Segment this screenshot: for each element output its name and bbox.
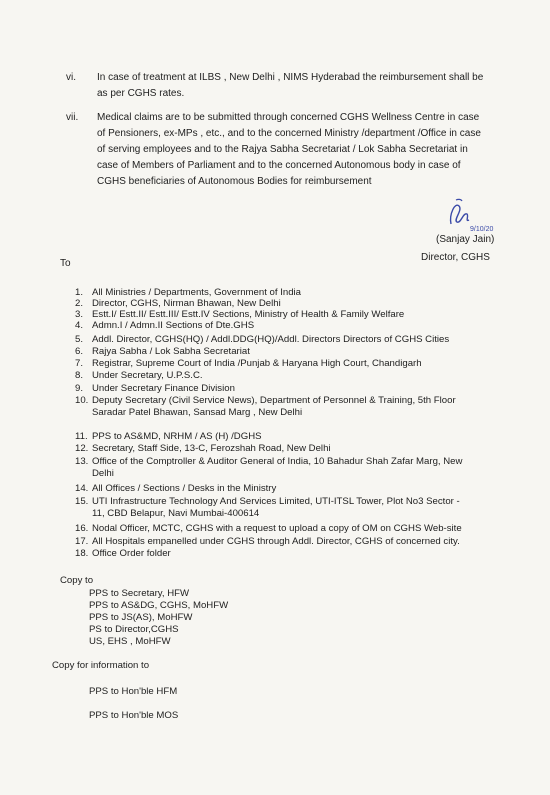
signatory-designation: Director, CGHS [421,252,490,263]
recipient-text: Director, CGHS, Nirman Bhawan, New Delhi [92,298,281,309]
recipient-text: 11, CBD Belapur, Navi Mumbai-400614 [92,508,260,519]
copy-to-item: PS to Director,CGHS [89,624,179,635]
to-label: To [60,258,71,269]
copy-to-item: PPS to JS(AS), MoHFW [89,612,193,623]
recipient-number: 2. [75,298,84,309]
point-number: vi. [66,72,76,83]
copy-info-item: PPS to Hon'ble MOS [89,710,179,721]
recipient-number: 8. [75,370,84,381]
recipient-text: Delhi [92,468,114,479]
copy-info-label: Copy for information to [52,660,150,671]
recipient-text: UTI Infrastructure Technology And Services Limited, UTI-ITSL Tower, Plot No3 Sector - [92,496,460,507]
recipient-number: 17. [75,536,89,547]
signatory-name: (Sanjay Jain) [436,234,495,245]
point-text-line: case of Members of Parliament and to the concerned Autonomous body in case of [97,160,461,171]
recipient-number: 12. [75,443,89,454]
point-text-line: Medical claims are to be submitted through concerned CGHS Wellness Centre in case [97,112,480,123]
recipient-text: Registrar, Supreme Court of India /Punjab & Haryana High Court, Chandigarh [92,358,422,369]
recipient-text: All Ministries / Departments, Government of India [92,287,302,298]
recipient-number: 14. [75,483,89,494]
point-number: vii. [66,112,79,123]
point-text-line: of serving employees and to the Rajya Sabha Secretariat / Lok Sabha Secretariat in [97,144,468,155]
recipient-number: 13. [75,456,89,467]
recipient-number: 1. [75,287,84,298]
copy-to-item: PPS to Secretary, HFW [89,588,190,599]
recipient-number: 15. [75,496,89,507]
copy-to-item: US, EHS , MoHFW [89,636,171,647]
recipient-number: 5. [75,334,84,345]
recipient-text: Addl. Director, CGHS(HQ) / Addl.DDG(HQ)/Addl. Directors Directors of CGHS Cities [92,334,450,345]
signature-scrawl [443,196,494,234]
point-text-line: as per CGHS rates. [97,88,185,99]
signature-date: 9/10/20 [470,226,494,233]
recipient-number: 4. [75,320,84,331]
recipient-text: Office Order folder [92,548,171,559]
recipient-text: Secretary, Staff Side, 13-C, Ferozshah Road, New Delhi [92,443,331,454]
recipient-number: 3. [75,309,84,320]
recipient-text: Under Secretary Finance Division [92,383,235,394]
recipient-number: 9. [75,383,84,394]
recipient-text: Saradar Patel Bhawan, Sansad Marg , New Delhi [92,407,303,418]
copy-to-item: PPS to AS&DG, CGHS, MoHFW [89,600,229,611]
recipient-number: 6. [75,346,84,357]
copy-info-item: PPS to Hon'ble HFM [89,686,178,697]
recipient-number: 16. [75,523,89,534]
copy-to-label: Copy to [60,575,94,586]
recipient-number: 10. [75,395,89,406]
recipient-text: PPS to AS&MD, NRHM / AS (H) /DGHS [92,431,262,442]
recipient-text: Deputy Secretary (Civil Service News), Department of Personnel & Training, 5th Floor [92,395,456,406]
recipient-text: Nodal Officer, MCTC, CGHS with a request to upload a copy of OM on CGHS Web-site [92,523,462,534]
recipient-number: 11. [75,431,88,442]
recipient-text: Under Secretary, U.P.S.C. [92,370,203,381]
point-text-line: In case of treatment at ILBS , New Delhi , NIMS Hyderabad the reimbursement shall be [97,72,484,83]
recipient-number: 18. [75,548,89,559]
recipient-text: Office of the Comptroller & Auditor General of India, 10 Bahadur Shah Zafar Marg, New [92,456,463,467]
recipient-text: Admn.I / Admn.II Sections of Dte.GHS [92,320,255,331]
point-text-line: CGHS beneficiaries of Autonomous Bodies for reimbursement [97,176,372,187]
recipient-text: Estt.I/ Estt.II/ Estt.III/ Estt.IV Sections, Ministry of Health & Family Welfare [92,309,405,320]
recipient-text: All Hospitals empanelled under CGHS through Addl. Director, CGHS of concerned city. [92,536,460,547]
recipient-number: 7. [75,358,84,369]
recipient-text: All Offices / Sections / Desks in the Ministry [92,483,277,494]
point-text-line: of Pensioners, ex-MPs , etc., and to the concerned Ministry /department /Office in case [97,128,481,139]
recipient-text: Rajya Sabha / Lok Sabha Secretariat [92,346,250,357]
